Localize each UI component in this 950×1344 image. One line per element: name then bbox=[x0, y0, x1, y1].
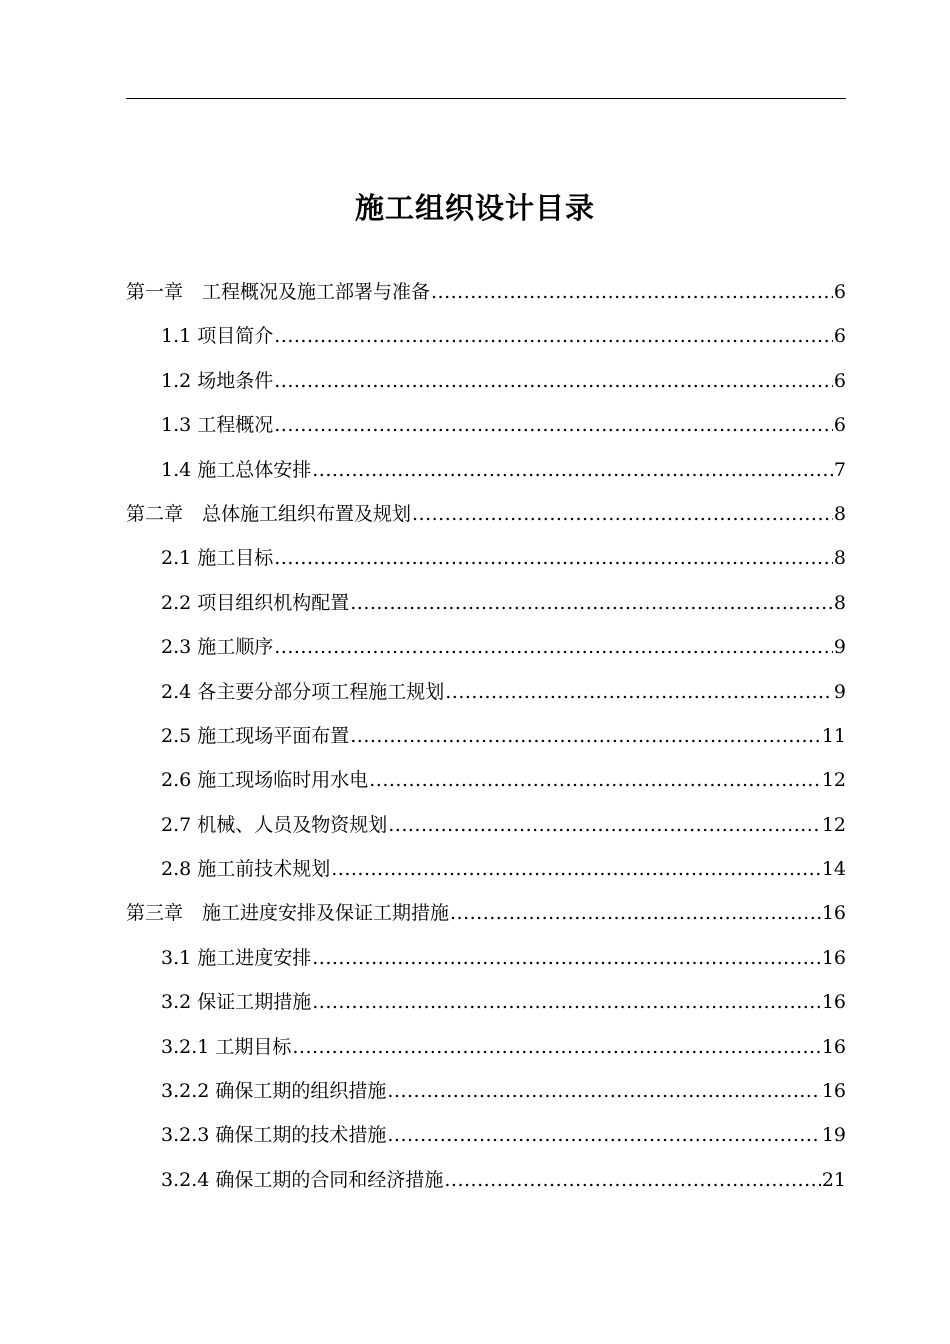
toc-page-number: 6 bbox=[833, 281, 846, 303]
toc-entry-label: 2.1 施工目标 bbox=[161, 547, 274, 570]
toc-section-entry[interactable] bbox=[126, 670, 846, 714]
toc-entry-label: 2.2 项目组织机构配置 bbox=[161, 591, 350, 614]
toc-dot-leader bbox=[292, 1025, 820, 1069]
header-rule bbox=[126, 98, 846, 99]
toc-section-entry[interactable] bbox=[126, 1158, 846, 1202]
toc-section-entry[interactable] bbox=[126, 314, 846, 358]
toc-entry-label: 第一章 工程概况及施工部署与准备 bbox=[126, 281, 431, 303]
toc-entry-label: 1.4 施工总体安排 bbox=[161, 458, 312, 481]
toc-page-number: 7 bbox=[833, 458, 846, 481]
toc-chapter-entry[interactable] bbox=[126, 270, 846, 314]
toc-page-number: 16 bbox=[821, 946, 846, 969]
toc-entry-label: 2.6 施工现场临时用水电 bbox=[161, 769, 369, 792]
toc-entry-label: 2.5 施工现场平面布置 bbox=[161, 724, 350, 747]
toc-dot-leader bbox=[388, 803, 821, 847]
toc-dot-leader bbox=[274, 359, 833, 403]
toc-entry-label: 第二章 总体施工组织布置及规划 bbox=[126, 502, 412, 525]
toc-page-number: 12 bbox=[821, 813, 846, 836]
toc-page-number: 12 bbox=[821, 769, 846, 792]
toc-dot-leader bbox=[387, 1069, 820, 1113]
toc-page-number: 14 bbox=[821, 858, 846, 881]
toc-dot-leader bbox=[369, 758, 821, 802]
toc-entry-label: 1.1 项目简介 bbox=[161, 325, 274, 348]
toc-dot-leader bbox=[445, 670, 833, 714]
toc-page-number: 16 bbox=[821, 1035, 846, 1058]
toc-entry-label: 3.2.2 确保工期的组织措施 bbox=[161, 1080, 387, 1103]
toc-dot-leader bbox=[312, 980, 821, 1024]
toc-entry-label: 3.2.3 确保工期的技术措施 bbox=[161, 1124, 387, 1147]
toc-dot-leader bbox=[274, 625, 833, 669]
toc-entry-label: 3.2.1 工期目标 bbox=[161, 1035, 292, 1058]
toc-section-entry[interactable] bbox=[126, 1025, 846, 1069]
toc-section-entry[interactable] bbox=[126, 625, 846, 669]
toc-section-entry[interactable] bbox=[126, 1069, 846, 1113]
toc-chapter-entry[interactable] bbox=[126, 492, 846, 536]
toc-page-number: 16 bbox=[821, 902, 846, 925]
toc-dot-leader bbox=[331, 847, 821, 891]
toc-page-number: 8 bbox=[833, 591, 846, 614]
toc-dot-leader bbox=[431, 270, 833, 314]
toc-dot-leader bbox=[412, 492, 833, 536]
toc-page-number: 8 bbox=[833, 547, 846, 570]
toc-section-entry[interactable] bbox=[126, 448, 846, 492]
toc-entry-label: 2.7 机械、人员及物资规划 bbox=[161, 813, 388, 836]
toc-dot-leader bbox=[274, 314, 833, 358]
toc-entry-label: 2.4 各主要分部分项工程施工规划 bbox=[161, 680, 445, 703]
toc-entry-label: 2.8 施工前技术规划 bbox=[161, 858, 331, 881]
toc-dot-leader bbox=[350, 714, 821, 758]
toc-page-number: 6 bbox=[833, 414, 846, 437]
toc-entry-label: 3.2.4 确保工期的合同和经济措施 bbox=[161, 1168, 444, 1191]
toc-entry-label: 3.2 保证工期措施 bbox=[161, 991, 312, 1014]
toc-section-entry[interactable] bbox=[126, 581, 846, 625]
toc-page-number: 11 bbox=[821, 724, 846, 747]
toc-dot-leader bbox=[274, 536, 833, 580]
toc-section-entry[interactable] bbox=[126, 359, 846, 403]
toc-section-entry[interactable] bbox=[126, 714, 846, 758]
toc-section-entry[interactable] bbox=[126, 403, 846, 447]
toc-page-number: 9 bbox=[833, 636, 846, 659]
toc-section-entry[interactable] bbox=[126, 758, 846, 802]
toc-page-number: 9 bbox=[833, 680, 846, 703]
toc-entry-label: 2.3 施工顺序 bbox=[161, 636, 274, 659]
toc-dot-leader bbox=[350, 581, 833, 625]
toc-page-number: 6 bbox=[833, 325, 846, 348]
toc-page-number: 6 bbox=[833, 369, 846, 392]
toc-page-number: 19 bbox=[821, 1124, 846, 1147]
toc-section-entry[interactable] bbox=[126, 980, 846, 1024]
page-title: 施工组织设计目录 bbox=[354, 191, 595, 225]
toc-section-entry[interactable] bbox=[126, 536, 846, 580]
toc-page-number: 16 bbox=[821, 991, 846, 1014]
table-of-contents bbox=[126, 270, 846, 1202]
toc-section-entry[interactable] bbox=[126, 803, 846, 847]
toc-dot-leader bbox=[387, 1113, 820, 1157]
toc-dot-leader bbox=[444, 1158, 820, 1202]
toc-chapter-entry[interactable] bbox=[126, 891, 846, 935]
toc-dot-leader bbox=[274, 403, 833, 447]
toc-page-number: 8 bbox=[833, 502, 846, 525]
toc-dot-leader bbox=[450, 891, 821, 935]
toc-section-entry[interactable] bbox=[126, 847, 846, 891]
toc-page-number: 21 bbox=[821, 1168, 846, 1191]
toc-section-entry[interactable] bbox=[126, 1113, 846, 1157]
toc-dot-leader bbox=[312, 936, 821, 980]
toc-dot-leader bbox=[312, 448, 833, 492]
toc-section-entry[interactable] bbox=[126, 936, 846, 980]
toc-entry-label: 1.3 工程概况 bbox=[161, 414, 274, 437]
toc-entry-label: 第三章 施工进度安排及保证工期措施 bbox=[126, 902, 450, 925]
toc-entry-label: 1.2 场地条件 bbox=[161, 369, 274, 392]
toc-entry-label: 3.1 施工进度安排 bbox=[161, 946, 312, 969]
toc-page-number: 16 bbox=[821, 1080, 846, 1103]
